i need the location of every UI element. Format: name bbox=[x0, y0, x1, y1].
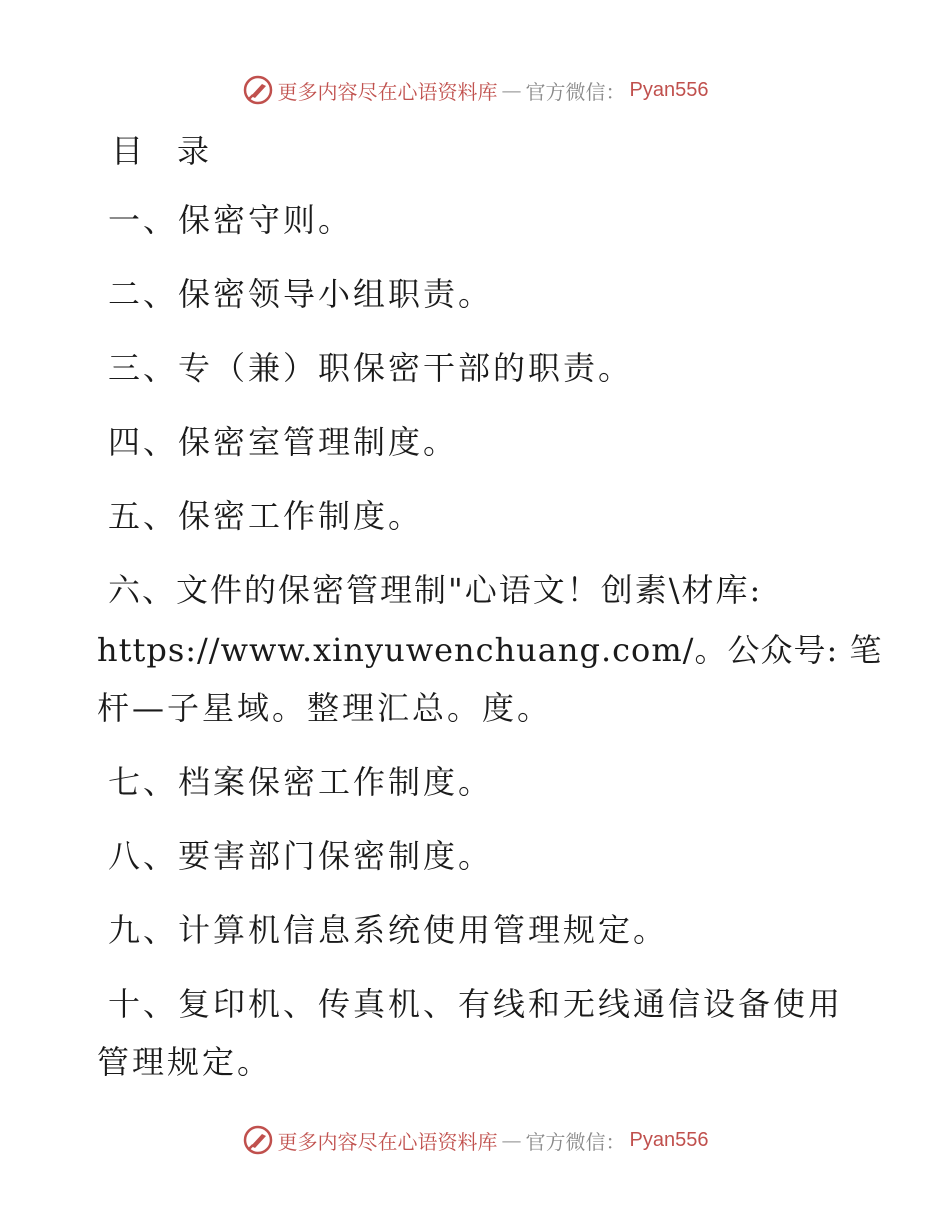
toc-item-6-line-1: 六、文件的保密管理制"心语文！创素\材库: bbox=[108, 571, 763, 609]
toc-item-8: 八、要害部门保密制度。 bbox=[108, 837, 494, 875]
toc-item-10-line-2: 管理规定。 bbox=[97, 1043, 273, 1081]
watermark-wechat-id: Pyan556 bbox=[629, 78, 709, 101]
toc-item-6-line-2: https://www.xinyuwenchuang.com/。公众号: 笔 bbox=[97, 631, 883, 669]
watermark-official: 官方微信： bbox=[525, 1129, 626, 1154]
watermark-wechat-id: Pyan556 bbox=[629, 1128, 709, 1151]
toc-item-2: 二、保密领导小组职责。 bbox=[108, 275, 494, 313]
toc-item-4: 四、保密室管理制度。 bbox=[108, 423, 459, 461]
toc-item-7: 七、档案保密工作制度。 bbox=[108, 763, 494, 801]
watermark-separator: — bbox=[501, 78, 522, 102]
toc-title: 目录 bbox=[111, 132, 244, 170]
toc-item-5: 五、保密工作制度。 bbox=[108, 497, 424, 535]
watermark-separator: — bbox=[501, 1128, 522, 1152]
toc-item-3: 三、专（兼）职保密干部的职责。 bbox=[108, 349, 634, 387]
pen-nib-logo-icon bbox=[242, 1124, 274, 1156]
watermark-official: 官方微信： bbox=[525, 79, 626, 104]
pen-nib-logo-icon bbox=[242, 74, 274, 106]
footer-watermark bbox=[0, 1120, 950, 1160]
watermark-text: 更多内容尽在心语资料库 bbox=[277, 79, 498, 104]
header-watermark bbox=[0, 70, 950, 110]
toc-item-1: 一、保密守则。 bbox=[108, 201, 354, 239]
toc-item-10-line-1: 十、复印机、传真机、有线和无线通信设备使用 bbox=[108, 985, 844, 1023]
toc-item-9: 九、计算机信息系统使用管理规定。 bbox=[108, 911, 669, 949]
toc-item-6-line-3: 杆—子星域。整理汇总。度。 bbox=[97, 689, 553, 727]
watermark-text: 更多内容尽在心语资料库 bbox=[277, 1129, 498, 1154]
